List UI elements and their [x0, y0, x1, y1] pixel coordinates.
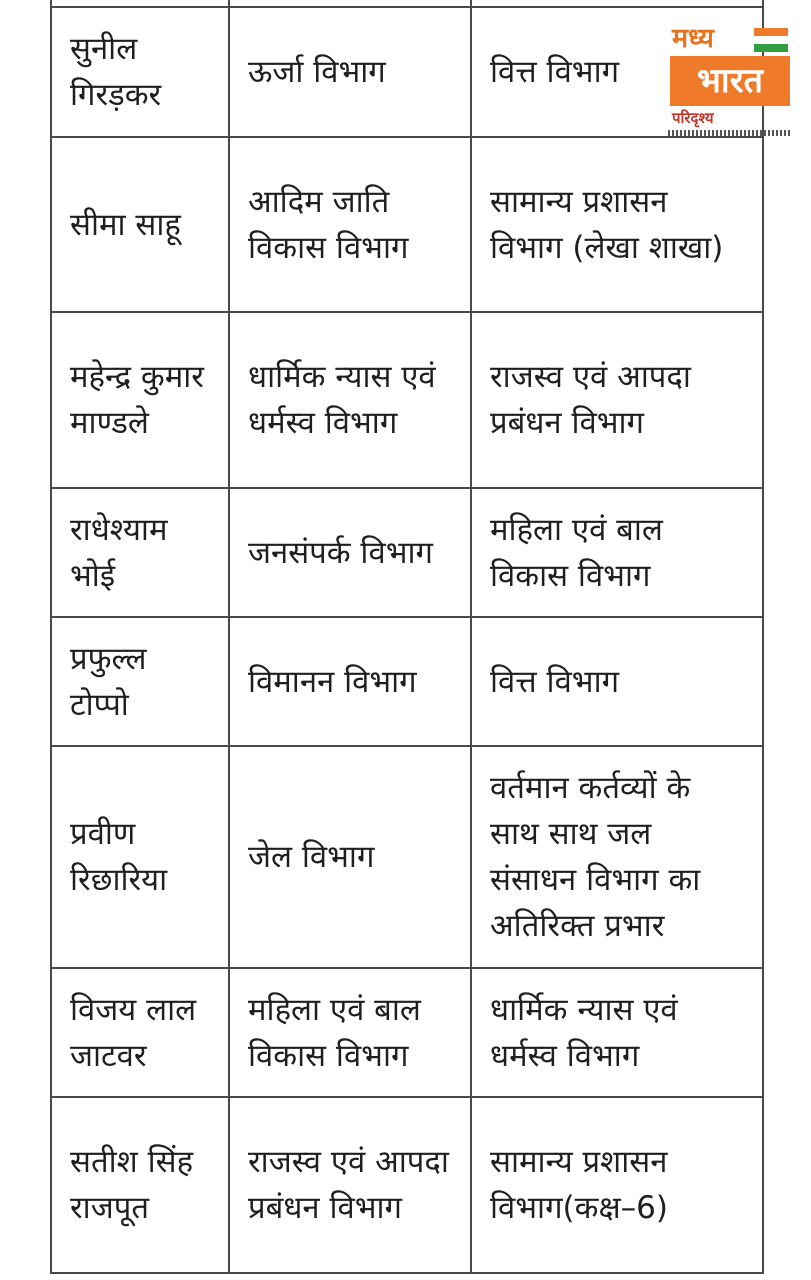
new-department: सामान्य प्रशासन विभाग(कक्ष–6) [471, 1097, 763, 1273]
current-department: महिला एवं बाल विकास विभाग [229, 968, 471, 1097]
new-department: धार्मिक न्यास एवं धर्मस्व विभाग [471, 968, 763, 1097]
officer-name: सीमा साहू [51, 137, 229, 312]
table-row [51, 617, 763, 746]
officer-name: विजय लाल जाटवर [51, 968, 229, 1097]
officer-name: सतीश सिंह राजपूत [51, 1097, 229, 1273]
new-department: सामान्य प्रशासन विभाग (लेखा शाखा) [471, 137, 763, 312]
table-row [51, 746, 763, 968]
officer-name: सुनील गिरड़कर [51, 7, 229, 137]
table-row [51, 7, 763, 137]
officer-name: राधेश्याम भोई [51, 488, 229, 617]
current-department: जनसंपर्क विभाग [229, 488, 471, 617]
madhya-bharat-logo [668, 22, 792, 140]
new-department: वर्तमान कर्तव्यों के साथ साथ जल संसाधन विभाग का अतिरिक्त प्रभार [471, 746, 763, 968]
logo-main-text: भारत [670, 56, 790, 106]
officer-name: प्रफुल्ल टोप्पो [51, 617, 229, 746]
current-department: राजस्व एवं आपदा प्रबंधन विभाग [229, 1097, 471, 1273]
new-department: वित्त विभाग [471, 617, 763, 746]
table-row [51, 312, 763, 488]
officer-name: महेन्द्र कुमार माण्डले [51, 312, 229, 488]
officer-name: प्रवीण रिछारिया [51, 746, 229, 968]
new-department: राजस्व एवं आपदा प्रबंधन विभाग [471, 312, 763, 488]
logo-underline [668, 130, 792, 136]
table-row [51, 1097, 763, 1273]
new-department: महिला एवं बाल विकास विभाग [471, 488, 763, 617]
cell-empty [51, 0, 229, 7]
table-row-partial [51, 0, 763, 7]
table-row [51, 968, 763, 1097]
cell-empty [229, 0, 471, 7]
table-row [51, 137, 763, 312]
current-department: आदिम जाति विकास विभाग [229, 137, 471, 312]
current-department: विमानन विभाग [229, 617, 471, 746]
current-department: ऊर्जा विभाग [229, 7, 471, 137]
transfer-table [50, 0, 764, 1274]
table-row [51, 488, 763, 617]
new-department: वित्त विभाग [471, 7, 763, 137]
current-department: धार्मिक न्यास एवं धर्मस्व विभाग [229, 312, 471, 488]
logo-top-text: मध्य [672, 23, 714, 54]
logo-sub-text: परिदृश्य [672, 109, 714, 127]
tricolor-flag-icon [754, 28, 788, 52]
cell-empty [471, 0, 763, 7]
current-department: जेल विभाग [229, 746, 471, 968]
